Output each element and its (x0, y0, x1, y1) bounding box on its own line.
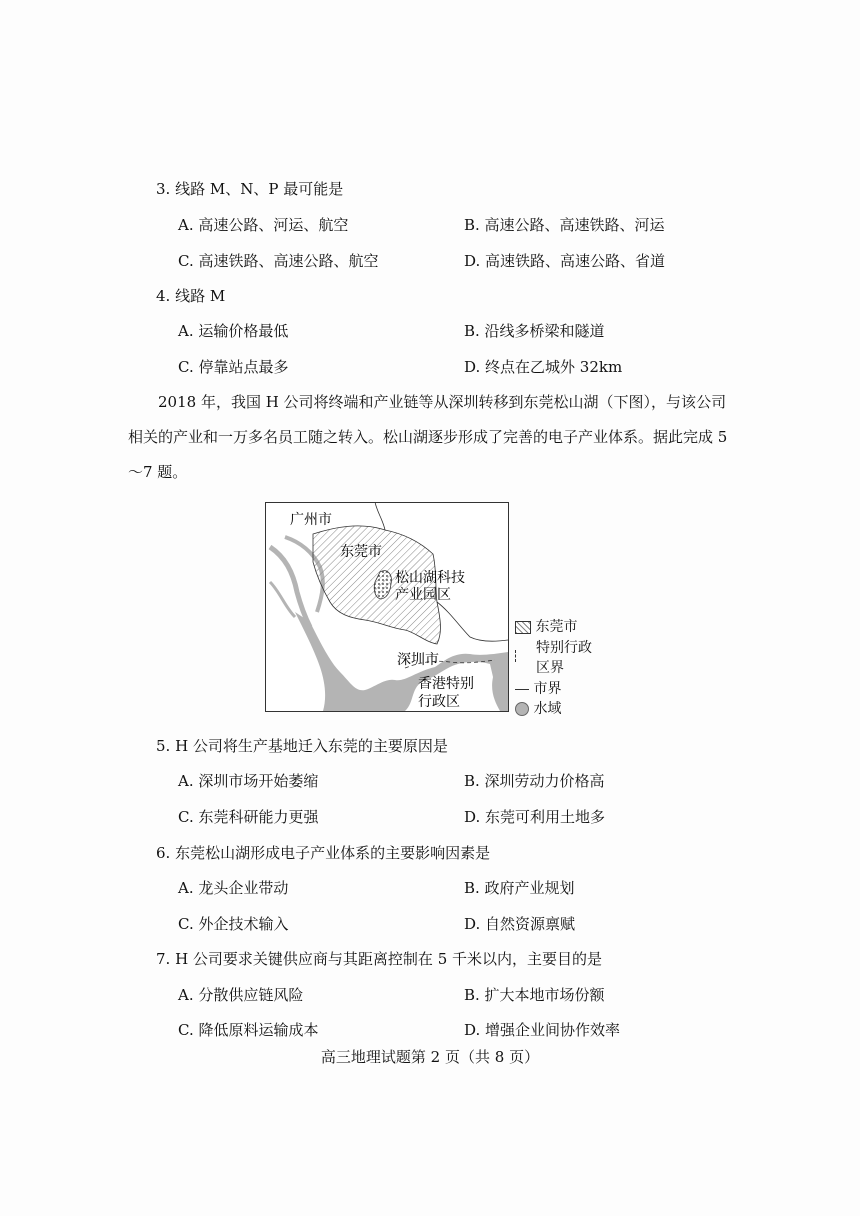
legend-line-swatch (515, 689, 529, 690)
map-label-songshanhu-1: 松山湖科技 (395, 570, 465, 586)
question-4-stem: 4. 线路 M (156, 287, 226, 305)
map-label-dongguan: 东莞市 (340, 544, 382, 560)
question-6-option-c[interactable]: C. 外企技术输入 (178, 915, 289, 933)
question-3-stem: 3. 线路 M、N、P 最可能是 (156, 180, 344, 198)
question-5-option-d[interactable]: D. 东莞可利用土地多 (464, 808, 606, 826)
question-7-option-c[interactable]: C. 降低原料运输成本 (178, 1021, 319, 1039)
legend-dongguan (515, 616, 577, 636)
question-5-option-c[interactable]: C. 东莞科研能力更强 (178, 808, 319, 826)
legend-dashed-swatch (515, 650, 530, 662)
passage (128, 385, 733, 490)
question-7-option-b[interactable]: B. 扩大本地市场份额 (464, 986, 605, 1004)
question-3-option-b[interactable]: B. 高速公路、高速铁路、河运 (464, 216, 665, 234)
passage-line-2: 相关的产业和一万多名员工随之转入。松山湖逐步形成了完善的电子产业体系。据此完成 5 (128, 428, 728, 446)
legend-city-boundary-label: 市界 (533, 681, 562, 697)
dongguan-map (265, 502, 509, 712)
question-3-option-c[interactable]: C. 高速铁路、高速公路、航空 (178, 252, 379, 270)
question-6-option-a[interactable]: A. 龙头企业带动 (178, 879, 289, 897)
legend-sar-1: 特别行政 (536, 640, 592, 656)
question-5-stem: 5. H 公司将生产基地迁入东莞的主要原因是 (156, 737, 448, 755)
question-3-option-d[interactable]: D. 高速铁路、高速公路、省道 (464, 252, 666, 270)
question-5-option-b[interactable]: B. 深圳劳动力价格高 (464, 772, 605, 790)
map-label-guangzhou: 广州市 (290, 512, 332, 528)
question-6-option-b[interactable]: B. 政府产业规划 (464, 879, 575, 897)
question-5-option-a[interactable]: A. 深圳市场开始萎缩 (178, 772, 319, 790)
legend-sar-2: 区界 (536, 660, 564, 676)
passage-line-1 (128, 385, 733, 420)
passage-line-3: ～7 题。 (128, 463, 188, 481)
question-4-option-d[interactable]: D. 终点在乙城外 32km (464, 358, 623, 376)
passage-line-1-text: 2018 年，我国 H 公司将终端和产业链等从深圳转移到东莞松山湖（下图），与该公司 (158, 393, 727, 411)
map-label-hongkong-1: 香港特别 (418, 676, 474, 692)
legend-water-label: 水域 (533, 701, 562, 717)
question-7-option-a[interactable]: A. 分散供应链风险 (178, 986, 304, 1004)
legend-dongguan-label: 东莞市 (535, 619, 578, 635)
question-4-option-a[interactable]: A. 运输价格最低 (178, 322, 289, 340)
question-6-option-d[interactable]: D. 自然资源禀赋 (464, 915, 576, 933)
legend-water-swatch (515, 702, 529, 716)
legend-hatch-swatch (515, 621, 531, 634)
map-label-shenzhen: 深圳市 (397, 652, 439, 668)
question-3-option-a[interactable]: A. 高速公路、河运、航空 (178, 216, 349, 234)
legend-water (515, 698, 561, 718)
map-label-songshanhu-2: 产业园区 (395, 587, 451, 603)
question-6-stem: 6. 东莞松山湖形成电子产业体系的主要影响因素是 (156, 844, 491, 862)
legend-city-boundary (515, 678, 561, 698)
page-footer: 高三地理试题第 2 页（共 8 页） (320, 1048, 540, 1066)
map-label-hongkong-2: 行政区 (418, 694, 460, 710)
question-7-stem: 7. H 公司要求关键供应商与其距离控制在 5 千米以内，主要目的是 (156, 950, 603, 968)
question-4-option-b[interactable]: B. 沿线多桥梁和隧道 (464, 322, 605, 340)
question-4-option-c[interactable]: C. 停靠站点最多 (178, 358, 289, 376)
question-7-option-d[interactable]: D. 增强企业间协作效率 (464, 1021, 621, 1039)
